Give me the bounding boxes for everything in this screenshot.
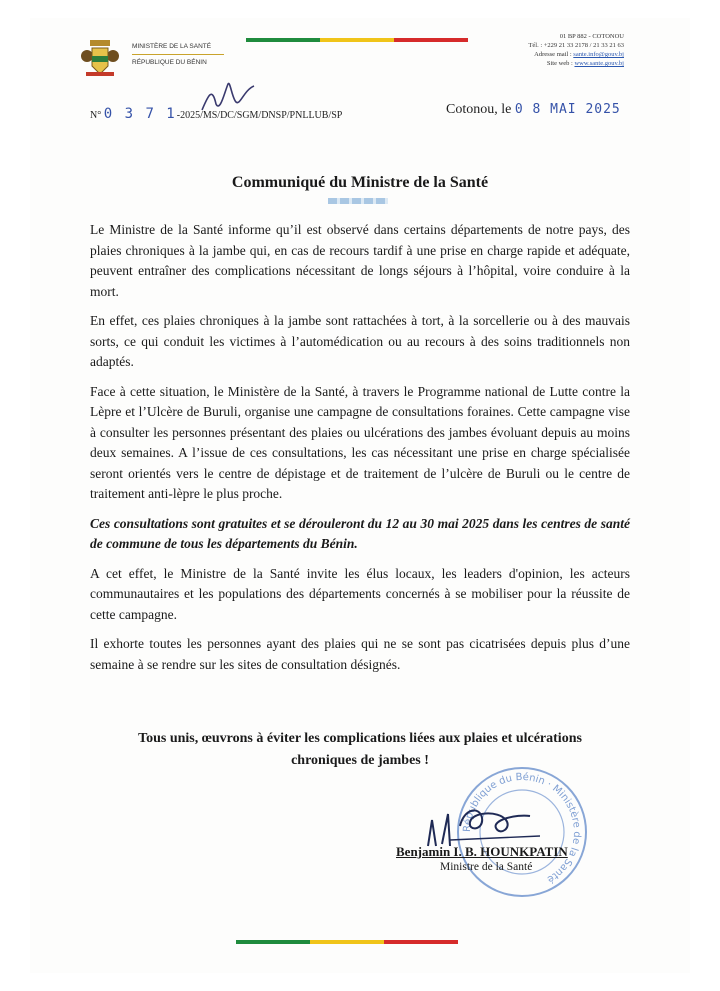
postal-box: 01 BP 882 - COTONOU [559,33,624,40]
paragraph: Le Ministre de la Santé informe qu’il est observé dans certains départements de notre pays, des plaies chroniques à la jambe qui, en cas de recours tardif à une prise en charge rapide et adéquate, peuvent entraîner des complications nécessitant de longs séjours à l’hôpital, voire conduire à la mort. [90,222,630,299]
signatory-name: Benjamin I. B. HOUNKPATIN [396,844,568,859]
initials-paraph [198,76,258,116]
header-divider [132,54,224,55]
place-and-date [446,102,621,118]
document-title: Communiqué du Ministre de la Santé [231,174,489,191]
coat-of-arms-logo [78,36,122,80]
paragraph: En effet, ces plaies chroniques à la jambe sont rattachées à tort, à la sorcellerie ou à des mauvais sorts, ce qui conduit les victimes à l’automédication ou au recours à des soins traditionnels non adaptés. [90,313,630,369]
closing-line-2: chroniques de jambes ! [291,753,429,768]
website-link[interactable]: www.sante.gouv.bj [574,60,624,67]
stamp-text: République du Bénin · Ministère de la Santé [461,771,583,885]
paragraph: A cet effet, le Ministre de la Santé invite les élus locaux, les leaders d'opinion, les acteurs communautaires et les populations des départements concernés à se mobiliser pour la réussite de cette campagne. [90,565,630,622]
ministry-name: MINISTÈRE DE LA SANTÉ [132,43,212,50]
reference-handwritten-number: 0 3 7 1 [103,106,177,122]
mail-link[interactable]: sante.info@gouv.bj [573,51,624,58]
contact-block [528,32,624,68]
signatory-title: Ministre de la Santé [440,861,533,873]
paragraph: Il exhorte toutes les personnes ayant des plaies qui ne se sont pas cicatrisées depuis plus d’une semaine à se rendre sur les sites de consultation désignés. [90,636,630,672]
date-stamp: 0 8 MAI 2025 [514,102,621,117]
mail-label: Adresse mail : [534,51,572,58]
phone-numbers: Tél. : +229 21 33 2178 / 21 33 21 63 [528,42,624,49]
flag-bar-top [246,38,468,42]
web-label: Site web : [546,60,573,67]
document-body [90,220,630,684]
closing-line-1: Tous unis, œuvrons à éviter les complications liées aux plaies et ulcérations [138,731,582,746]
republic-name: RÉPUBLIQUE DU BÉNIN [132,59,207,66]
paragraph-highlight: Ces consultations sont gratuites et se dérouleront du 12 au 30 mai 2025 dans les centres de santé de commune de tous les départements du Bénin. [90,515,630,551]
reference-prefix: N° [90,110,102,121]
place-label: Cotonou, le [446,102,512,117]
ministry-header [132,42,224,67]
flag-bar-bottom [236,940,458,944]
title-ornament [328,198,388,204]
paragraph: Face à cette situation, le Ministère de la Santé, à travers le Programme national de Lutte contre la Lèpre et l’Ulcère de Buruli, organise une campagne de consultations foraines. Cette campagne vise à consulter les personnes présentant des plaies ou ulcérations des jambes évoluant depuis au moins deux semaines. A l’issue de ces consultations, les cas nécessitant une prise en charge spécialisée seront orientés vers le centre de dépistage et de traitement de l’ulcère de Buruli ou le centre de traitement anti-lèpre le plus proche. [90,383,630,501]
reference-suffix: -2025/MS/DC/SGM/DNSP/PNLLUB/SP [176,110,343,121]
